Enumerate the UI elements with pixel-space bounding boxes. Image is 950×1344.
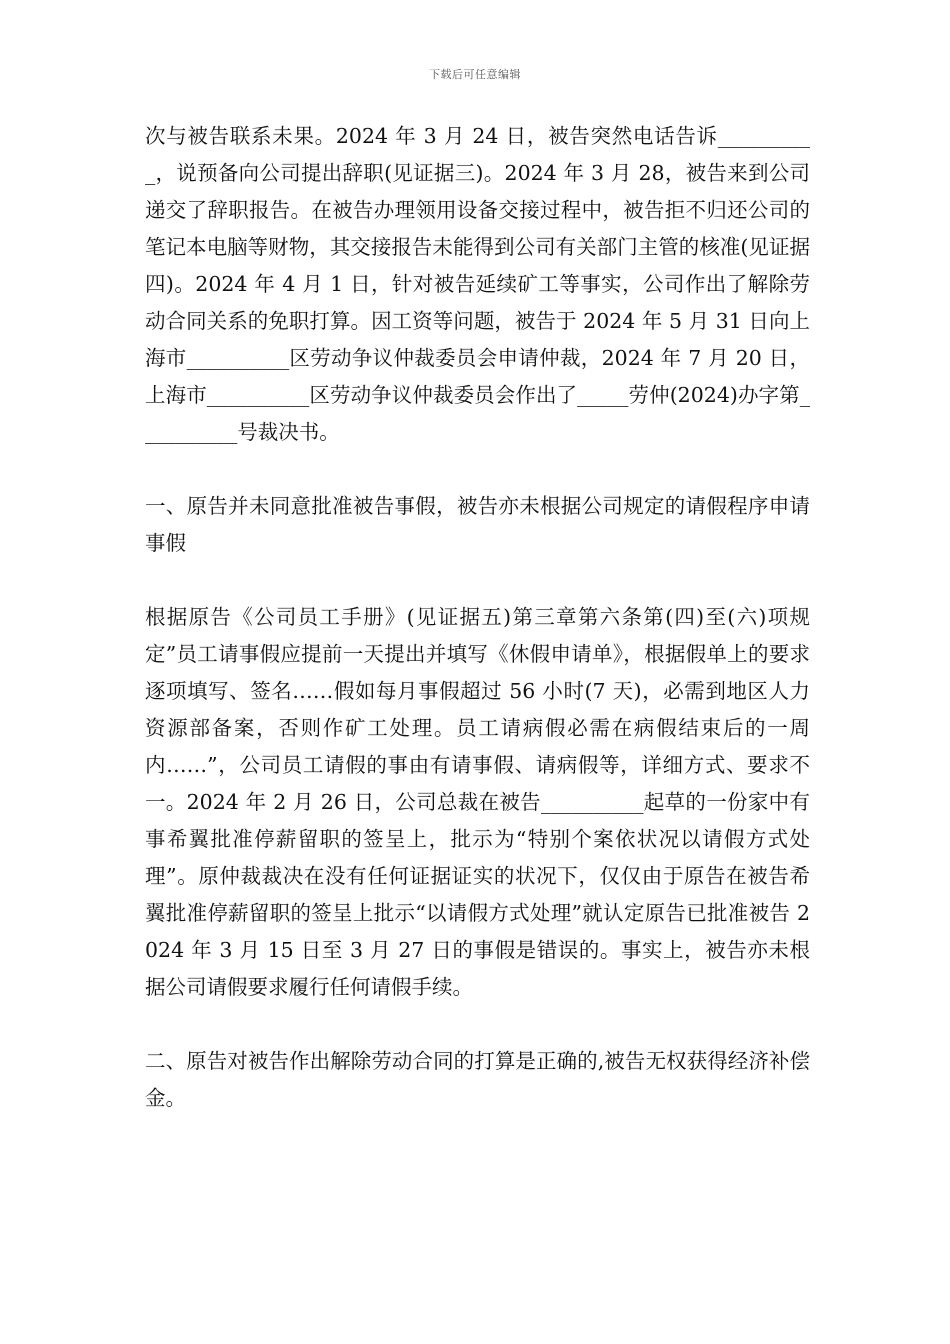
section-heading-2: 二、原告对被告作出解除劳动合同的打算是正确的,被告无权获得经济补偿金。	[145, 1049, 810, 1110]
document-body	[145, 118, 810, 1117]
paragraph-spacer	[145, 1006, 810, 1043]
section-heading-1: 一、原告并未同意批准被告事假，被告亦未根据公司规定的请假程序申请事假	[145, 494, 810, 555]
body-paragraph-1: 次与被告联系未果。2024 年 3 月 24 日，被告突然电话告诉__________，说预备向公司提出辞职(见证据三)。2024 年 3 月 28，被告来到公司递交了辞职报告。在被告办理领用设备交接过程中，被告拒不归还公司的笔记本电脑等财物，其交接报告未能得到公司有关部门主管的核准(见证据四)。2024 年 4 月 1 日，针对被告延续矿工等事实，公司作出了解除劳动合同关系的免职打算。因工资等问题，被告于 2024 年 5 月 31 日向上海市__________区劳动争议仲裁委员会申请仲裁，2024 年 7 月 20 日，上海市__________区劳动争议仲裁委员会作出了_____劳仲(2024)办字第__________号裁决书。	[145, 124, 810, 444]
paragraph-spacer	[145, 451, 810, 488]
body-paragraph-2: 根据原告《公司员工手册》(见证据五)第三章第六条第(四)至(六)项规定”员工请事假应提前一天提出并填写《休假申请单》，根据假单上的要求逐项填写、签名……假如每月事假超过 56 小时(7 天)，必需到地区人力资源部备案，否则作矿工处理。员工请病假必需在病假结束后的一周内……”，公司员工请假的事由有请事假、请病假等，详细方式、要求不一。2024 年 2 月 26 日，公司总裁在被告__________起草的一份家中有事希翼批准停薪留职的签呈上，批示为“特别个案依状况以请假方式处理”。原仲裁裁决在没有任何证据证实的状况下，仅仅由于原告在被告希翼批准停薪留职的签呈上批示“以请假方式处理”就认定原告已批准被告 2024 年 3 月 15 日至 3 月 27 日的事假是错误的。事实上，被告亦未根据公司请假要求履行任何请假手续。	[145, 605, 810, 999]
page-header: 下载后可任意编辑	[429, 68, 521, 81]
paragraph-spacer	[145, 562, 810, 599]
